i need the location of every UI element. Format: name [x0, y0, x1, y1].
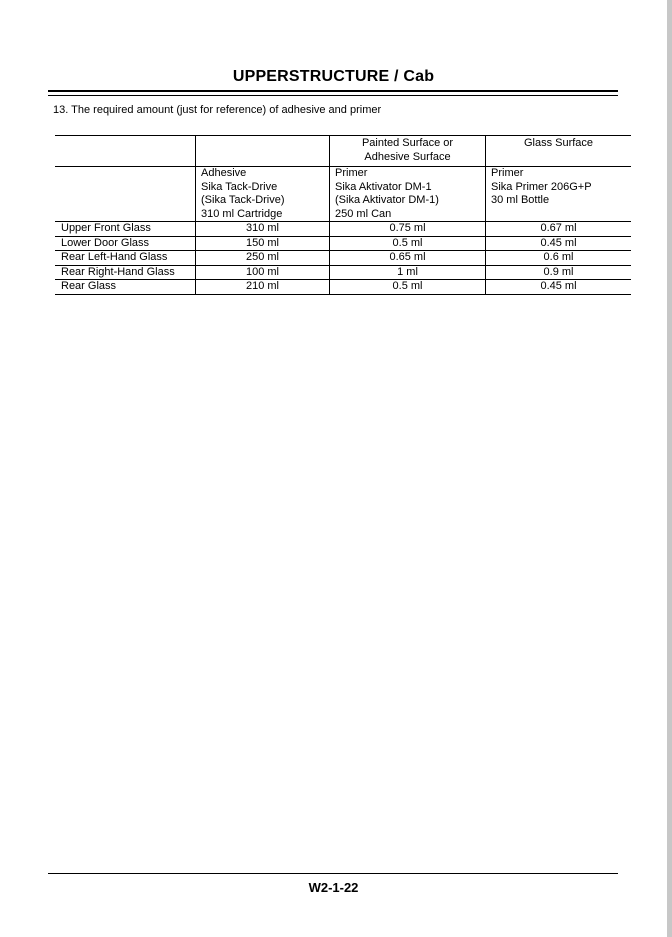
product-line: Primer — [335, 167, 368, 179]
product-line: Sika Aktivator DM-1 — [335, 180, 432, 193]
glass-name-cell: Rear Glass — [55, 280, 196, 295]
glass-name-cell: Rear Right-Hand Glass — [55, 265, 196, 280]
glass-primer-amount-cell: 0.45 ml — [486, 236, 632, 251]
glass-name-cell: Upper Front Glass — [55, 222, 196, 237]
header-rule-thin — [48, 95, 618, 96]
product-line: Sika Primer 206G+P — [491, 180, 592, 193]
painted-primer-amount-cell: 1 ml — [330, 265, 486, 280]
product-cell-empty — [55, 167, 196, 222]
product-row — [55, 167, 631, 222]
table-row — [55, 222, 631, 237]
product-line: (Sika Aktivator DM-1) — [335, 194, 439, 206]
adhesive-primer-table — [55, 135, 631, 295]
header-cell-empty-2 — [196, 136, 330, 167]
table-row — [55, 265, 631, 280]
product-cell-adhesive — [196, 167, 330, 222]
page-number: W2-1-22 — [308, 880, 359, 895]
header-cell-painted-surface — [330, 136, 486, 167]
adhesive-amount-cell: 310 ml — [196, 222, 330, 237]
product-line: Adhesive — [201, 167, 247, 179]
glass-name-cell: Lower Door Glass — [55, 236, 196, 251]
glass-primer-amount-cell: 0.67 ml — [486, 222, 632, 237]
footer-rule — [48, 873, 618, 874]
product-cell-primer-206 — [486, 167, 632, 222]
header-cell-glass-surface: Glass Surface — [486, 136, 632, 167]
painted-primer-amount-cell: 0.5 ml — [330, 280, 486, 295]
glass-primer-amount-cell: 0.6 ml — [486, 251, 632, 266]
adhesive-amount-cell: 250 ml — [196, 251, 330, 266]
product-line: Sika Tack-Drive — [201, 180, 278, 193]
table-row — [55, 280, 631, 295]
header-cell-empty — [55, 136, 196, 167]
product-line: (Sika Tack-Drive) — [201, 194, 285, 206]
product-line: 310 ml Cartridge — [201, 207, 283, 220]
product-cell-primer-aktivator — [330, 167, 486, 222]
glass-primer-amount-cell: 0.45 ml — [486, 280, 632, 295]
glass-name-cell: Rear Left-Hand Glass — [55, 251, 196, 266]
header-line: Painted Surface or — [361, 137, 454, 149]
painted-primer-amount-cell: 0.75 ml — [330, 222, 486, 237]
product-line: 30 ml Bottle — [491, 194, 550, 206]
page-title: UPPERSTRUCTURE / Cab — [232, 68, 435, 85]
header-line: Adhesive Surface — [364, 150, 451, 163]
page-edge-shadow — [667, 0, 672, 937]
table-header-row — [55, 136, 631, 167]
painted-primer-amount-cell: 0.5 ml — [330, 236, 486, 251]
product-line: Primer — [491, 167, 524, 179]
header-rule-thick — [48, 90, 618, 92]
table-row — [55, 251, 631, 266]
glass-primer-amount-cell: 0.9 ml — [486, 265, 632, 280]
painted-primer-amount-cell: 0.65 ml — [330, 251, 486, 266]
section-intro: 13. The required amount (just for reference) of adhesive and primer — [53, 104, 382, 116]
adhesive-amount-cell: 150 ml — [196, 236, 330, 251]
adhesive-amount-cell: 210 ml — [196, 280, 330, 295]
product-line: 250 ml Can — [335, 207, 392, 220]
table-row — [55, 236, 631, 251]
adhesive-amount-cell: 100 ml — [196, 265, 330, 280]
